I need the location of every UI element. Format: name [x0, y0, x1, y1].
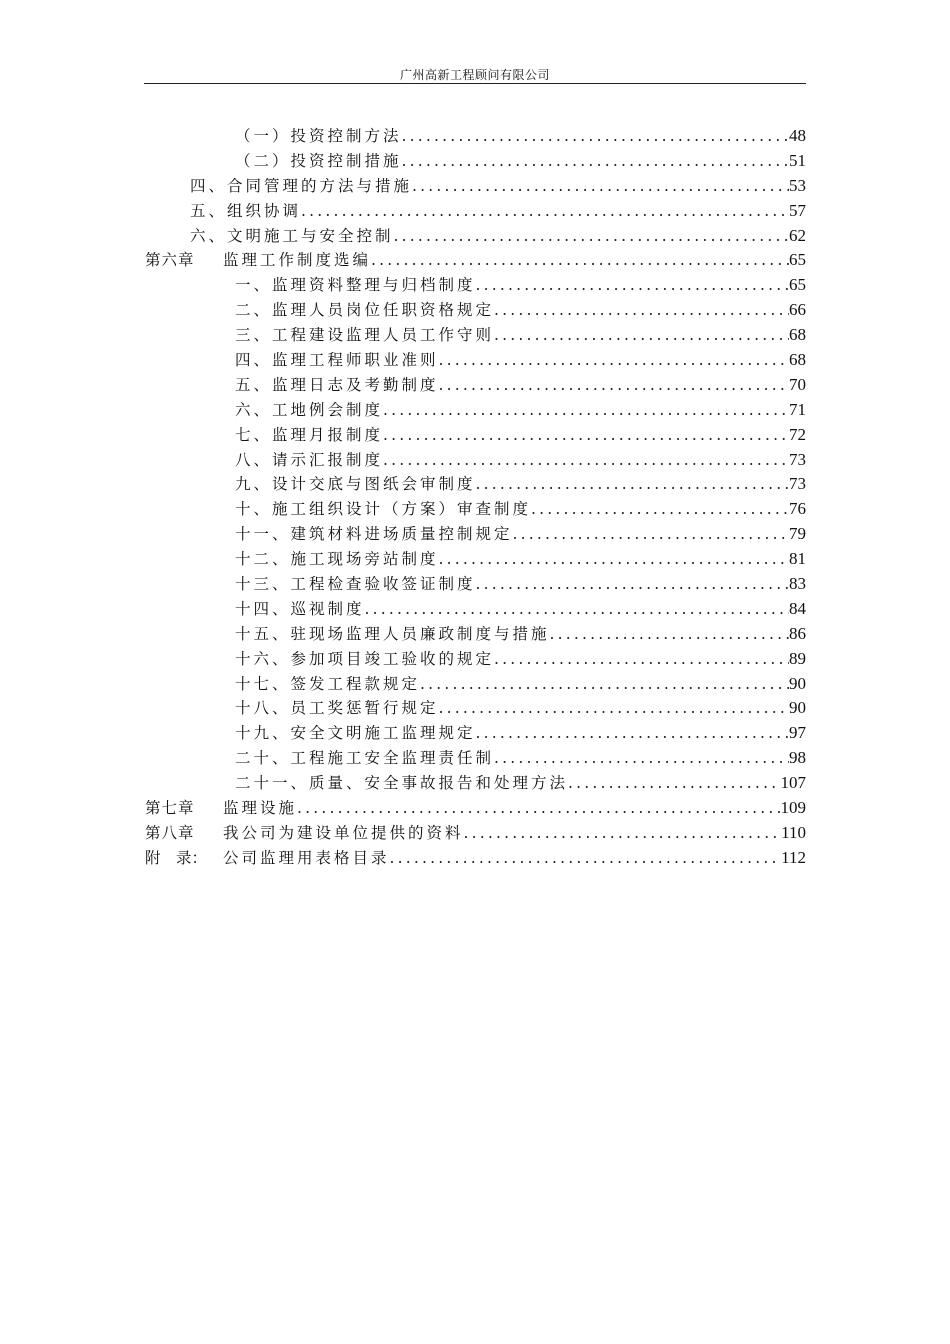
- toc-page-number: 65: [789, 275, 806, 295]
- toc-entry-label: [235, 124, 402, 149]
- dot-leader: [439, 373, 789, 398]
- toc-entry-title: 六、工地例会制度: [235, 400, 384, 419]
- dot-leader: [464, 821, 782, 846]
- toc-page-number: 51: [789, 150, 806, 170]
- toc-chapter-entry[interactable]: [145, 248, 806, 273]
- dot-leader: [383, 448, 789, 473]
- dot-leader: [402, 149, 789, 174]
- toc-page-number: 79: [789, 524, 806, 544]
- toc-entry-label: [145, 796, 297, 821]
- toc-entry[interactable]: [145, 224, 806, 249]
- toc-entry-title: 二十、工程施工安全监理责任制: [235, 749, 495, 768]
- dot-leader: [494, 298, 789, 323]
- toc-page-number: 57: [789, 200, 806, 220]
- toc-page-number: 83: [789, 574, 806, 594]
- toc-entry-title: 十四、巡视制度: [235, 599, 365, 618]
- toc-entry-title: 公司监理用表格目录: [223, 848, 390, 867]
- toc-page-number: 48: [789, 126, 806, 145]
- toc-entry-label: [235, 398, 383, 423]
- toc-entry-title: 九、设计交底与图纸会审制度: [235, 475, 476, 494]
- toc-entry-label: [235, 547, 439, 572]
- toc-entry-title: 十七、签发工程款规定: [235, 674, 421, 693]
- toc-page-number: 90: [789, 698, 806, 718]
- toc-entry-title: 监理工作制度选编: [223, 251, 372, 270]
- toc-entry-label: [235, 348, 439, 373]
- toc-page-number: 81: [789, 549, 806, 569]
- toc-page-number: 84: [789, 598, 806, 618]
- toc-entry-title: 十六、参加项目竣工验收的规定: [235, 649, 495, 668]
- dot-leader: [365, 597, 789, 622]
- toc-entry-title: 六、文明施工与安全控制: [190, 226, 394, 245]
- toc-entry[interactable]: [145, 696, 806, 721]
- dot-leader: [439, 696, 789, 721]
- toc-chapter-number: 第八章: [145, 823, 195, 842]
- dot-leader: [383, 423, 789, 448]
- toc-entry-label: [145, 248, 371, 273]
- toc-entry-label: [235, 746, 494, 771]
- toc-page-number: 112: [781, 847, 806, 867]
- toc-entry[interactable]: [145, 721, 806, 746]
- toc-entry-title: 四、监理工程师职业准则: [235, 351, 439, 370]
- dot-leader: [494, 647, 789, 672]
- toc-entry-title: 我公司为建设单位提供的资料: [223, 823, 464, 842]
- toc-entry-title: 七、监理月报制度: [235, 425, 384, 444]
- toc-entry-title: 四、合同管理的方法与措施: [190, 176, 413, 195]
- dot-leader: [301, 199, 789, 224]
- toc-entry[interactable]: [145, 522, 806, 547]
- toc-entry-label: [235, 298, 494, 323]
- toc-entry-label: [145, 821, 464, 846]
- toc-entry-title: 二、监理人员岗位任职资格规定: [235, 301, 495, 320]
- toc-entry-title: 五、组织协调: [190, 201, 302, 220]
- toc-entry-label: [235, 696, 439, 721]
- toc-entry[interactable]: [145, 298, 806, 323]
- toc-chapter-number: 附 录：: [145, 848, 208, 867]
- toc-page-number: 62: [789, 225, 806, 245]
- toc-entry-label: [235, 472, 476, 497]
- toc-entry[interactable]: [145, 672, 806, 697]
- toc-entry-label: [235, 373, 439, 398]
- toc-entry-title: 十二、施工现场旁站制度: [235, 550, 439, 569]
- toc-entry-title: 十一、建筑材料进场质量控制规定: [235, 525, 513, 544]
- toc-entry[interactable]: [145, 323, 806, 348]
- toc-entry[interactable]: [145, 423, 806, 448]
- toc-entry-title: 二十一、质量、安全事故报告和处理方法: [235, 774, 569, 793]
- toc-entry-label: [235, 771, 568, 796]
- toc-entry-label: [235, 721, 476, 746]
- dot-leader: [568, 771, 780, 796]
- toc-entry-label: [235, 597, 365, 622]
- dot-leader: [476, 572, 789, 597]
- toc-entry-label: [235, 522, 513, 547]
- toc-page-number: 71: [789, 399, 806, 419]
- dot-leader: [402, 124, 789, 149]
- toc-chapter-entry[interactable]: [145, 846, 806, 871]
- toc-entry-label: [190, 224, 394, 249]
- toc-entry[interactable]: [145, 174, 806, 199]
- toc-entry[interactable]: [145, 373, 806, 398]
- dot-leader: [476, 721, 789, 746]
- toc-page-number: 90: [789, 673, 806, 693]
- toc-page-number: 110: [781, 822, 806, 842]
- dot-leader: [439, 348, 789, 373]
- toc-entry[interactable]: [145, 547, 806, 572]
- toc-entry[interactable]: [145, 746, 806, 771]
- toc-entry[interactable]: [145, 348, 806, 373]
- toc-entry-title: 十五、驻现场监理人员廉政制度与措施: [235, 624, 550, 643]
- toc-page-number: 53: [789, 175, 806, 195]
- toc-entry[interactable]: [145, 199, 806, 224]
- toc-entry-label: [190, 174, 412, 199]
- dot-leader: [394, 224, 789, 249]
- dot-leader: [390, 846, 782, 871]
- toc-entry-title: （二）投资控制措施: [235, 151, 402, 170]
- toc-page-number: 97: [789, 723, 806, 743]
- toc-entry-title: 十、施工组织设计（方案）审查制度: [235, 500, 532, 519]
- toc-entry-label: [235, 647, 494, 672]
- toc-page-number: 72: [789, 424, 806, 444]
- toc-chapter-number: 第六章: [145, 251, 195, 270]
- toc-page-number: 98: [789, 748, 806, 768]
- toc-entry[interactable]: [145, 124, 806, 149]
- toc-entry-label: [235, 672, 420, 697]
- toc-page-number: 68: [789, 325, 806, 345]
- dot-leader: [420, 672, 789, 697]
- toc-entry[interactable]: [145, 448, 806, 473]
- toc-page-number: 107: [780, 773, 806, 793]
- toc-entry-title: （一）投资控制方法: [235, 127, 402, 145]
- dot-leader: [439, 547, 789, 572]
- toc-entry-label: [235, 149, 402, 174]
- toc-entry-label: [190, 199, 301, 224]
- toc-entry-label: [235, 273, 476, 298]
- toc-entry[interactable]: [145, 472, 806, 497]
- toc-entry-title: 八、请示汇报制度: [235, 450, 384, 469]
- toc-entry[interactable]: [145, 273, 806, 298]
- toc-entry-label: [235, 572, 476, 597]
- dot-leader: [476, 472, 789, 497]
- toc-page-number: 89: [789, 648, 806, 668]
- toc-entry-title: 十三、工程检查验收签证制度: [235, 575, 476, 594]
- toc-chapter-number: 第七章: [145, 799, 195, 818]
- toc-entry-title: 三、工程建设监理人员工作守则: [235, 326, 495, 345]
- toc-entry-label: [145, 846, 390, 871]
- toc-entry-title: 一、监理资料整理与归档制度: [235, 276, 476, 295]
- toc-entry[interactable]: [145, 149, 806, 174]
- toc-page-number: 70: [789, 374, 806, 394]
- dot-leader: [297, 796, 780, 821]
- toc-entry[interactable]: [145, 647, 806, 672]
- dot-leader: [371, 248, 789, 273]
- toc-entry-label: [235, 448, 383, 473]
- toc-entry-label: [235, 423, 383, 448]
- dot-leader: [513, 522, 789, 547]
- toc-page-number: 109: [780, 798, 806, 818]
- toc-entry[interactable]: [145, 398, 806, 423]
- toc-entry-label: [235, 323, 494, 348]
- toc-page-number: 66: [789, 300, 806, 320]
- dot-leader: [494, 746, 789, 771]
- toc-page-number: 86: [789, 623, 806, 643]
- dot-leader: [531, 497, 789, 522]
- header-divider: [144, 83, 806, 84]
- dot-leader: [383, 398, 789, 423]
- toc-entry-title: 五、监理日志及考勤制度: [235, 375, 439, 394]
- toc-entry-title: 十八、员工奖惩暂行规定: [235, 699, 439, 718]
- toc-entry[interactable]: [145, 597, 806, 622]
- toc-entry[interactable]: [145, 572, 806, 597]
- dot-leader: [412, 174, 789, 199]
- toc-entry-label: [235, 622, 550, 647]
- toc-page-number: 65: [789, 250, 806, 270]
- toc-chapter-entry[interactable]: [145, 796, 806, 821]
- toc-page-number: 76: [789, 499, 806, 519]
- toc-page-number: 68: [789, 350, 806, 370]
- dot-leader: [550, 622, 789, 647]
- toc-page-number: 73: [789, 474, 806, 494]
- toc-entry[interactable]: [145, 622, 806, 647]
- dot-leader: [494, 323, 789, 348]
- toc-entry-title: 十九、安全文明施工监理规定: [235, 724, 476, 743]
- table-of-contents: [145, 124, 806, 871]
- toc-page-number: 73: [789, 449, 806, 469]
- dot-leader: [476, 273, 789, 298]
- toc-entry-label: [235, 497, 531, 522]
- toc-entry-title: 监理设施: [223, 799, 298, 818]
- page-header: 广州高新工程顾问有限公司: [399, 68, 550, 82]
- toc-entry[interactable]: [145, 771, 806, 796]
- toc-entry[interactable]: [145, 497, 806, 522]
- toc-chapter-entry[interactable]: [145, 821, 806, 846]
